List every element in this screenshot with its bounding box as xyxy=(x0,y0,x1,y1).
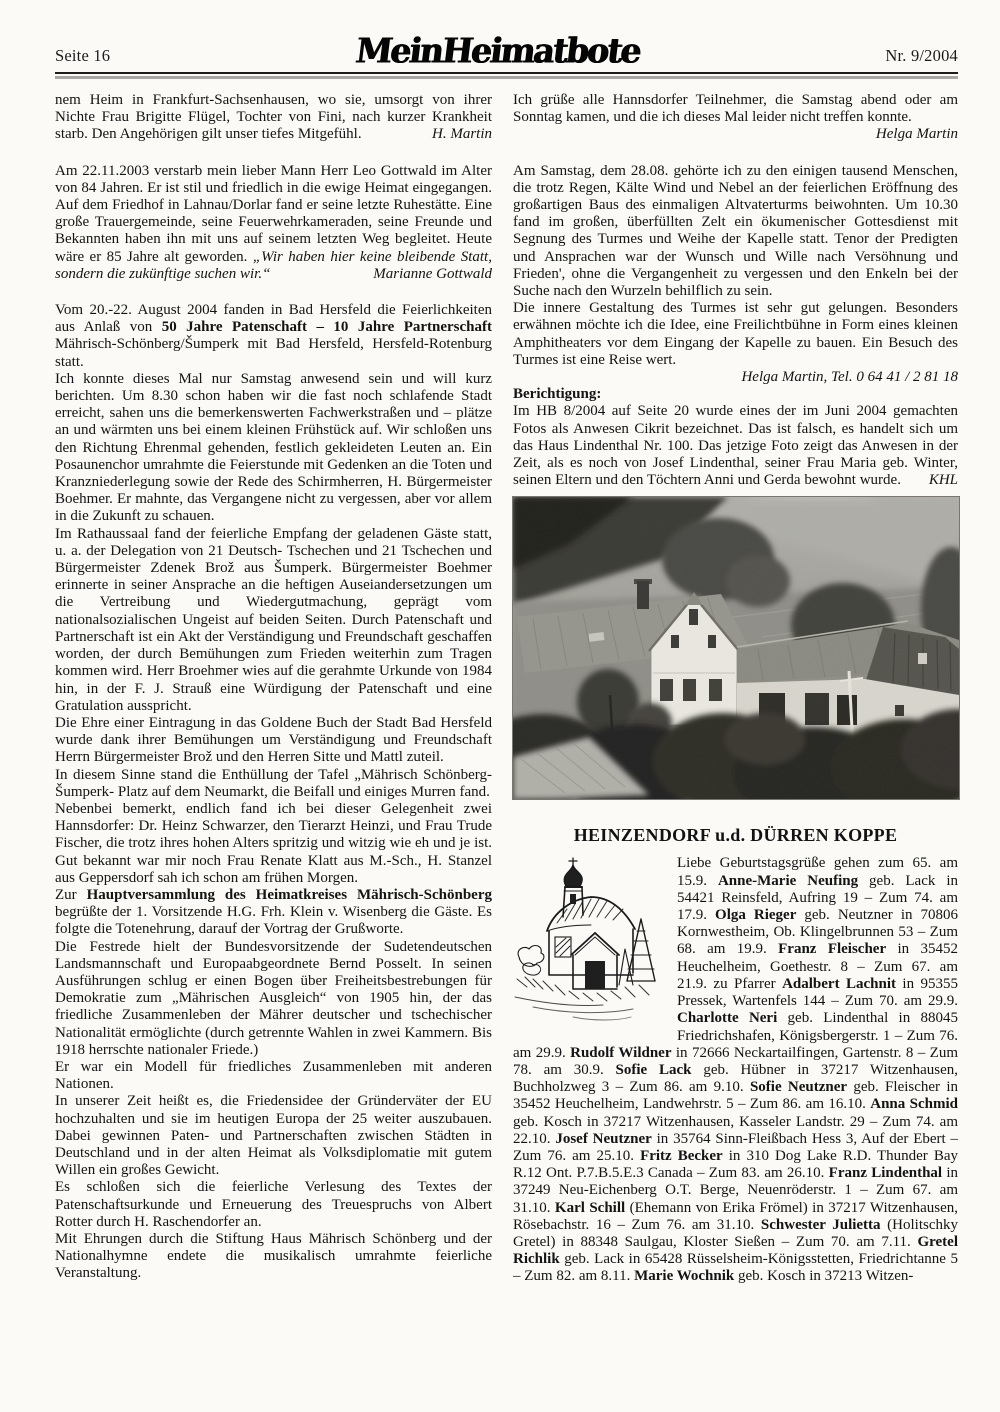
paragraph xyxy=(55,887,492,939)
signature: KHL xyxy=(928,472,958,489)
text-run: Hauptversammlung des Heimatkreises Mährisch-Schönberg xyxy=(86,886,492,903)
paragraph xyxy=(55,1059,492,1093)
text-run: Die innere Gestaltung des Turmes ist sehr gut gelungen. Besonders erwähnen möchte ich die Idee, eine Freilichtbühne in Form eines kleinen Amphitheaters vor dem Eingang der Kapelle zu bauen. Ein Besuch des Turmes ist eine Reise wert. xyxy=(513,300,958,368)
text-run: geb. Kosch in 37217 Witzenhausen, Kasseler Landstr. 29 – Zum 74. am 22.10. xyxy=(513,1113,958,1147)
header-rule-dark xyxy=(55,72,958,74)
column-layout xyxy=(0,79,1000,1286)
text-run: in 35764 Sinn-Fleißbach Hess 3, Auf der Ebert – Zum 76. am 25.10. xyxy=(513,1130,959,1164)
birthday-text xyxy=(513,855,958,1285)
church-sketch-icon xyxy=(513,857,665,1029)
text-run: Am 22.11.2003 verstarb mein lieber Mann Herr Leo Gottwald im Alter von 84 Jahren. Er ist stil und friedlich in die ewige Heimat eingegangen. Auf dem Friedhof in Lahnau/Dorlar fand er seine letzte Ruhestätte. Eine große Trauergemeinde, seine Feuerwehrkameraden, seine Freunde und Bekannten haben ihn mit uns auf seinem letzten Weg begleitet. Heute wäre er 85 Jahre alt geworden. xyxy=(55,162,492,265)
text-run: Gretel Richlik xyxy=(513,1233,958,1268)
text-run: Ich konnte dieses Mal nur Samstag anwesend sein und will kurz berichten. Um 8.30 schon haben wir die fast noch schlafende Stadt erreicht, sahen uns die bemerkenswerten Fachwerkstraßen und – plätze an und wärmten uns bei einem kleinen Frühstück auf. Wir schloßen uns den Richtung Ehrenmal gehenden, festlich gekleideten Leuten an. Ein Posaunenchor umrahmte die Feierstunde mit Gedenken an die Toten und Kranzniederlegung sowie der Rede des Schirmherren, H. Bürgermeister Boehmer. Er mahnte, das Vergangene nicht zu vergessen, aber vor allem in die Zukunft zu schauen. xyxy=(55,370,492,525)
text-run: Anna Schmid xyxy=(870,1096,958,1113)
paragraph xyxy=(513,163,958,301)
text-run: geb. Lack in 54421 Reinsfeld, Aufring 19 – Zum 74. am 17.9. xyxy=(677,872,959,924)
text-run: geb. Lack in 65428 Rüsselsheim-Königsstetten, Friedrichtanne 5 – Zum 82. am 8.11. xyxy=(513,1251,958,1285)
text-run: geb. Kosch in 37213 Witzen- xyxy=(734,1268,914,1285)
text-run: Berichtigung: xyxy=(513,386,602,403)
text-run: 50 Jahre Patenschaft – 10 Jahre Partnerschaft xyxy=(161,319,493,336)
text-run: Er war ein Modell für friedliches Zusammenleben mit anderen Nationen. xyxy=(55,1058,492,1093)
signature: Marianne Gottwald xyxy=(373,265,492,282)
text-run: geb. Lindenthal in 88045 Friedrichshafen, Königsbergerstr. 1 – Zum 76. am 29.9. xyxy=(513,1010,958,1061)
text-run: Rudolf Wildner xyxy=(570,1044,672,1061)
text-run: geb. Fleischer in 35452 Heuchelheim, Landwehrstr. 5 – Zum 86. am 16.10. xyxy=(513,1079,959,1113)
section-heading-heinzendorf: HEINZENDORF u.d. DÜRREN KOPPE xyxy=(573,825,898,846)
text-run: Im Rathaussaal fand der feierliche Empfang der geladenen Gäste statt, u. a. der Delegation von 21 Deutsch- Tschechen und 21 Tschechen und Bürgermeister Zdenek Brož aus Šumperk. Bürgermeister Boehmer erinnerte in seiner Ansprache an die heftigen Auseiandersetzungen um die Vertreibung und Wiedergutmachung, geprägt vom nationalsozialischen Ungeist auf beiden Seiten. Durch Patenschaft und Partnerschaft ist ein Akt der Verständigung und Freundschaft geschaffen worden, der durch Bemühungen zum Frieden weiterhin zum Tragen kommen wird. Herr Broehmer wies auf die gerahmte Urkunde von 1984 hin, in der F. J. Strauß eine Würdigung der Patenschaft und eine Gratulation ausspricht. xyxy=(55,525,492,714)
farmhouse-photo-illustration xyxy=(513,497,959,799)
text-run: Sofie Lack xyxy=(615,1061,692,1078)
text-run: in 37249 Neu-Eichenberg O.T. Berge, Neuenröderstr. 1 – Zum 67. am 31.10. xyxy=(513,1165,959,1216)
text-run: Fritz Becker xyxy=(640,1147,723,1164)
farmhouse-photo xyxy=(513,497,959,799)
text-run: Sofie Neutzner xyxy=(749,1079,848,1096)
masthead-title: MeinHeimatbote xyxy=(353,30,643,71)
right-column xyxy=(513,92,958,1286)
text-run: In unserer Zeit heißt es, die Friedensidee der Gründerväter der EU hochzuhalten und sie im heutigen Europa der 25 weiter auszubauen. Dabei gewinnen Paten- und Partnerschaften zwischen Städten in Deutschland und in der alten Heimat als Volksdiplomatie mit gutem Willen ein großes Gewicht. xyxy=(55,1093,492,1179)
page-number-label: Seite 16 xyxy=(55,46,111,65)
page-header xyxy=(0,0,1000,71)
text-run: (Ehemann von Erika Frömel) in 37217 Witzenhausen, Rösebachstr. 16 – Zum 76. am 31.10. xyxy=(513,1199,958,1233)
paragraph xyxy=(55,1231,492,1283)
text-run: Josef Neutzner xyxy=(555,1130,652,1147)
text-run: Franz Fleischer xyxy=(778,941,887,958)
paragraph xyxy=(513,386,958,403)
paragraph xyxy=(55,801,492,887)
text-run: Adalbert Lachnit xyxy=(782,975,896,992)
text-run: Franz Lindenthal xyxy=(828,1165,943,1182)
text-run: Die Festrede hielt der Bundesvorsitzende der Sudetendeutschen Landsmannschaft und Europaabgeordnete Bernd Posselt. In seinen Ausführungen schlug er einen Bogen über Freiheitsbestrebungen für Demokratie zum „Mährischen Ausgleich“ von 1905 hin, der das friedliche Zusammenleben der Mährer deutscher und tschechischer Nationalität ermöglichte (durch getrennte Wahlen in zwei Kammern. Bis 1918 herrschte nationaler Friede.) xyxy=(55,938,492,1058)
paragraph xyxy=(513,92,958,144)
paragraph xyxy=(55,526,492,715)
text-run: Zur xyxy=(55,886,87,903)
text-run: Charlotte Neri xyxy=(677,1010,778,1027)
text-run: geb. Hübner in 37217 Witzenhausen, Buchholzweg 3 – Zum 86. am 9.10. xyxy=(513,1061,958,1096)
right-column-top xyxy=(513,92,958,489)
paragraph xyxy=(55,163,492,283)
paragraph xyxy=(55,939,492,1059)
paragraph xyxy=(55,92,492,144)
text-run: Schwester Julietta xyxy=(760,1216,881,1233)
paragraph xyxy=(513,369,958,386)
paragraph xyxy=(55,767,492,801)
text-run: Die Ehre einer Eintragung in das Goldene Buch der Stadt Bad Hersfeld wurde dank ihrer Bemühungen um Verständigung und Freundschaft Herrn Bürgermeister Brož und den Herren Sitte und Mattl zuteil. xyxy=(55,714,492,766)
paragraph xyxy=(55,715,492,767)
text-run: (Holitschky Gretel) in 88348 Saulgau, Kloster Sießen – Zum 70. am 7.11. xyxy=(513,1216,958,1250)
text-run: geb. Neutzner in 70806 Kornwestheim, Ob. Klingelbrunnen 53 – Zum 68. am 19.9. xyxy=(677,907,959,958)
text-run: Anne-Marie Neufing xyxy=(717,872,859,889)
text-run: „Wir haben hier keine bleibende Statt, sondern die zukünftige suchen wir.“ xyxy=(55,248,492,282)
text-run: in 95355 Pressek, Wartenfels 144 – Zum 70. am 29.9. xyxy=(677,975,959,1010)
text-run: Im HB 8/2004 auf Seite 20 wurde eines der im Juni 2004 gemachten Fotos als Anwesen Cikrit bezeichnet. Das ist falsch, es handelt sich um das Haus Lindenthal Nr. 100. Das jetzige Foto zeigt das Anwesen in der Zeit, als es noch von Josef Lindenthal, seiner Frau Maria geb. Winter, seinen Eltern und den Töchtern Anni und Gerda bewohnt wurde. xyxy=(513,403,958,489)
text-run: in 35452 Heuchelheim, Goethestr. 8 – Zum 67. am 21.9. zu Pfarrer xyxy=(677,941,958,992)
text-run: Karl Schill xyxy=(554,1199,626,1216)
text-run: Olga Rieger xyxy=(715,907,797,924)
church-illustration xyxy=(513,857,665,1029)
paragraph xyxy=(55,371,492,526)
text-run: Ich grüße alle Hannsdorfer Teilnehmer, die Samstag abend oder am Sonntag kamen, und die ich dieses Mal leider nicht treffen konnte. xyxy=(513,92,958,126)
text-run: In diesem Sinne stand die Enthüllung der Tafel „Mährisch Schönberg-Šumperk- Platz auf dem Neumarkt, die Beifall und einiges Murren fand. xyxy=(55,766,492,800)
text-run: Am Samstag, dem 28.08. gehörte ich zu den einigen tausend Menschen, die trotz Regen, Kälte Wind und Nebel an der feierlichen Eröffnung des großartigen Baus des einmaligen Altvaterturms beiwohnten. Um 10.30 fand im großen, überfüllten Zelt ein ökumenischer Gottesdienst mit Segnung des Turmes und Weihe der Kapelle statt. Tenor der Predigten und Ansprachen war der Wunsch und Wille nach Versöhnung und Frieden', ohne die Vergangenheit zu vergessen und den Enkeln bei der Suche nach den Wurzeln behilflich zu sein. xyxy=(513,162,958,300)
text-run: Mit Ehrungen durch die Stiftung Haus Mährisch Schönberg und der Nationalhymne endete die musikalisch umrahmte feierliche Veranstaltung. xyxy=(55,1231,492,1282)
text-run: Nebenbei bemerkt, endlich fand ich bei dieser Gelegenheit zwei Hannsdorfer: Dr. Heinz Schwarzer, den Tierarzt Heinzi, und Frau Trude Fischer, die trotz ihres hohen Alters spritzig und witzig wie eh und je ist. Gut bekannt war mir noch Frau Renate Klatt aus M.-Sch., H. Stanzel aus Geppersdorf sah ich schon am frühen Morgen. xyxy=(55,800,492,886)
text-run: Mährisch-Schönberg/Šumperk mit Bad Hersfeld, Hersfeld-Rotenburg statt. xyxy=(55,336,492,370)
text-run: Liebe Geburtstagsgrüße gehen zum 65. am 15.9. xyxy=(677,855,958,889)
left-column xyxy=(55,92,492,1286)
text-run: Es schloßen sich die feierliche Verlesung des Textes der Patenschaftsurkunde und Erneuerung des Treuespruchs von Albert Rotter durch H. Raschendorfer an. xyxy=(55,1179,492,1230)
text-run: Vom 20.-22. August 2004 fanden in Bad Hersfeld die Feierlichkeiten aus Anlaß von xyxy=(55,302,492,336)
paragraph xyxy=(513,403,958,489)
text-run: Marie Wochnik xyxy=(634,1268,735,1285)
text-run: nem Heim in Frankfurt-Sachsenhausen, wo sie, umsorgt von ihrer Nichte Frau Brigitte Flügel, Tochter von Fini, nach kurzer Krankheit starb. Den Angehörigen gilt unser tiefes Mitgefühl. xyxy=(55,92,492,143)
paragraph xyxy=(513,300,958,369)
text-run: in 72666 Neckartailfingen, Gartenstr. 8 – Zum 78. am 30.9. xyxy=(513,1044,959,1078)
text-run: Helga Martin, Tel. 0 64 41 / 2 81 18 xyxy=(741,369,958,386)
paragraph xyxy=(55,302,492,371)
paragraph xyxy=(55,1179,492,1231)
paragraph xyxy=(55,1093,492,1179)
text-run: in 310 Dog Lake R.D. Thunder Bay R.12 Ont. P.7.B.5.E.3 Canada – Zum 83. am 26.10. xyxy=(513,1147,958,1182)
signature: H. Martin xyxy=(432,126,492,143)
text-run: begrüßte der 1. Vorsitzende H.G. Frh. Klein v. Wisenberg die Gäste. Es folgte die Totenehrung, darauf der Vortrag der Grußworte. xyxy=(55,904,492,938)
signature: Helga Martin xyxy=(875,126,958,143)
issue-number-label: Nr. 9/2004 xyxy=(885,46,958,65)
